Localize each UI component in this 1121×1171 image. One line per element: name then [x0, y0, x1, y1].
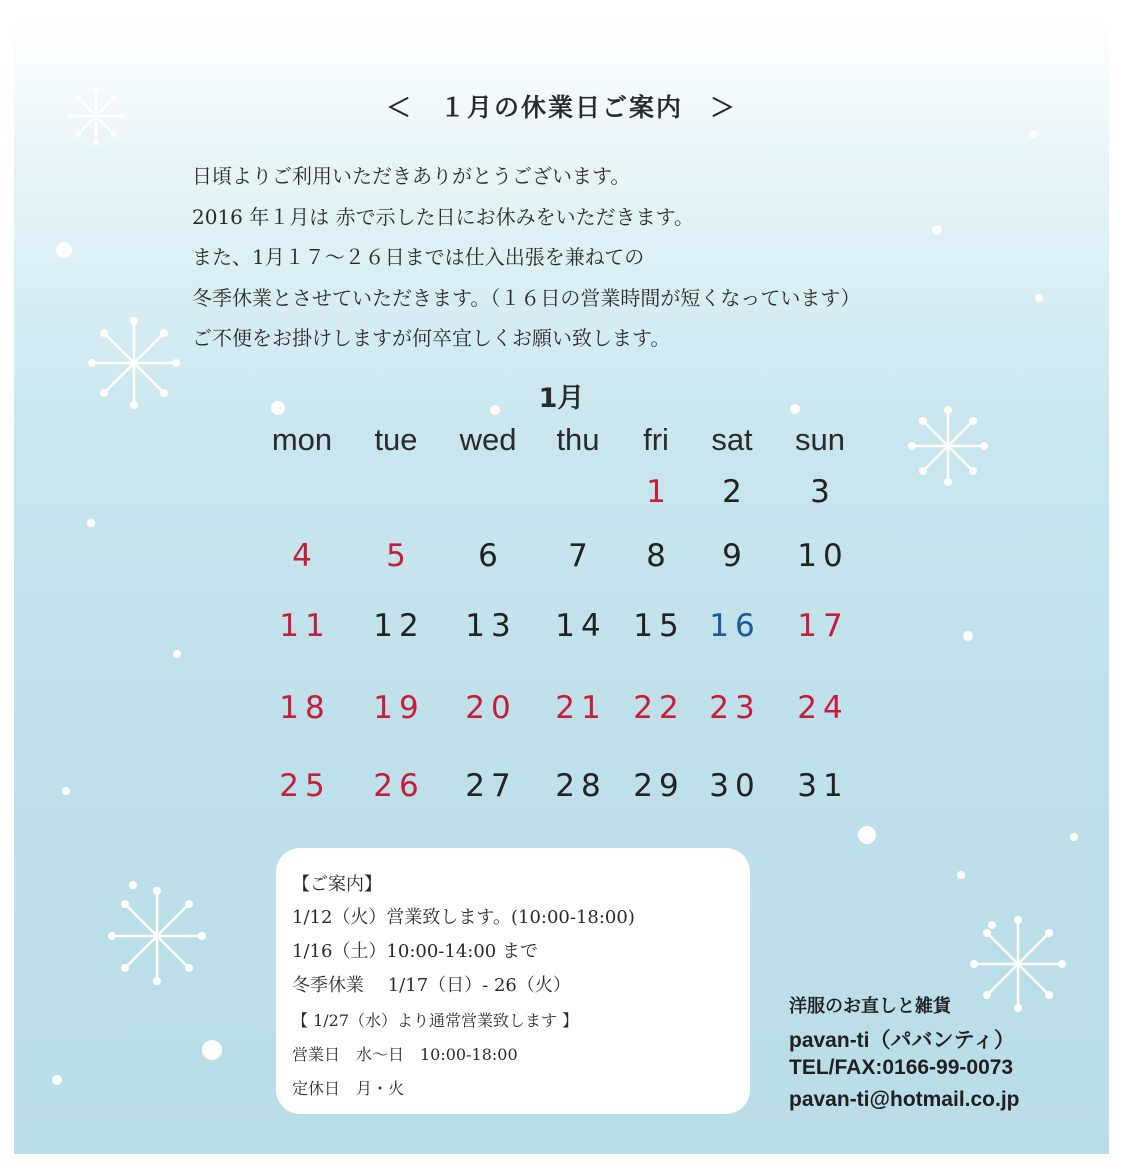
intro-line: 冬季休業とさせていただきます。（１６日の営業時間が短くなっています）: [192, 285, 861, 310]
calendar-day-15: 15: [633, 608, 685, 644]
calendar-day-31: 31: [797, 768, 849, 804]
calendar-day-17: 17: [797, 608, 849, 644]
calendar-day-20: 20: [465, 690, 517, 726]
calendar-day-6: 6: [478, 538, 504, 574]
notice-poster: [14, 18, 1109, 1154]
calendar-month-label: 1月: [538, 383, 585, 414]
notice-title: ＜ １月の休業日ご案内 ＞: [385, 93, 737, 122]
weekday-label-sun: sun: [795, 422, 845, 457]
calendar-day-7: 7: [568, 538, 594, 574]
calendar-day-30: 30: [709, 768, 761, 804]
weekday-label-fri: fri: [643, 422, 669, 457]
weekday-label-mon: mon: [271, 422, 333, 457]
calendar-day-14: 14: [555, 608, 607, 644]
calendar-day-21: 21: [555, 690, 607, 726]
calendar-day-28: 28: [555, 768, 607, 804]
calendar-day-4: 4: [292, 538, 318, 574]
shop-tagline: 洋服のお直しと雑貨: [789, 996, 951, 1017]
calendar-day-25: 25: [279, 768, 331, 804]
weekday-label-wed: wed: [459, 422, 517, 457]
calendar-day-8: 8: [646, 538, 672, 574]
calendar-day-18: 18: [279, 690, 331, 726]
calendar-day-16: 16: [709, 608, 761, 644]
calendar-day-23: 23: [709, 690, 761, 726]
calendar-day-2: 2: [722, 474, 748, 510]
info-line: 営業日 水〜日 10:00-18:00: [292, 1045, 518, 1064]
shop-tel: TEL/FAX:0166-99-0073: [789, 1056, 1014, 1079]
weekday-label-tue: tue: [374, 422, 418, 457]
calendar-day-10: 10: [797, 538, 849, 574]
weekday-label-sat: sat: [711, 422, 753, 457]
intro-line: 日頃よりご利用いただきありがとうございます。: [192, 164, 631, 188]
calendar-day-27: 27: [465, 768, 517, 804]
shop-name: pavan-ti（パバンティ）: [789, 1029, 1015, 1052]
info-line: 1/12（火）営業致します。(10:00-18:00): [292, 907, 635, 928]
intro-line: ご不便をお掛けしますが何卒宜しくお願い致します。: [192, 326, 671, 350]
calendar-day-3: 3: [810, 474, 836, 510]
calendar-day-13: 13: [465, 608, 517, 644]
weekday-label-thu: thu: [556, 422, 600, 457]
calendar-day-9: 9: [722, 538, 748, 574]
calendar-day-22: 22: [633, 690, 685, 726]
intro-text: [192, 156, 1072, 359]
intro-line: 2016 年１月は 赤で示した日にお休みをいただきます。: [192, 204, 695, 229]
info-box: [276, 848, 750, 1114]
calendar-day-5: 5: [386, 538, 412, 574]
intro-line: また、1月１７〜２６日までは仕入出張を兼ねての: [192, 245, 645, 269]
info-line: 【 1/27（水）より通常営業致します 】: [292, 1011, 579, 1030]
info-line: 1/16（土）10:00-14:00 まで: [292, 941, 538, 962]
calendar-day-12: 12: [373, 608, 425, 644]
calendar-day-19: 19: [373, 690, 425, 726]
calendar-day-29: 29: [633, 768, 685, 804]
calendar-day-24: 24: [797, 690, 849, 726]
calendar-day-26: 26: [373, 768, 425, 804]
shop-email: pavan-ti@hotmail.co.jp: [789, 1088, 1020, 1111]
calendar-day-1: 1: [646, 474, 672, 510]
info-heading: 【ご案内】: [292, 874, 382, 895]
info-line: 定休日 月・火: [292, 1079, 405, 1098]
info-line: 冬季休業 1/17（日）- 26（火）: [292, 975, 571, 996]
calendar-day-11: 11: [279, 608, 331, 644]
